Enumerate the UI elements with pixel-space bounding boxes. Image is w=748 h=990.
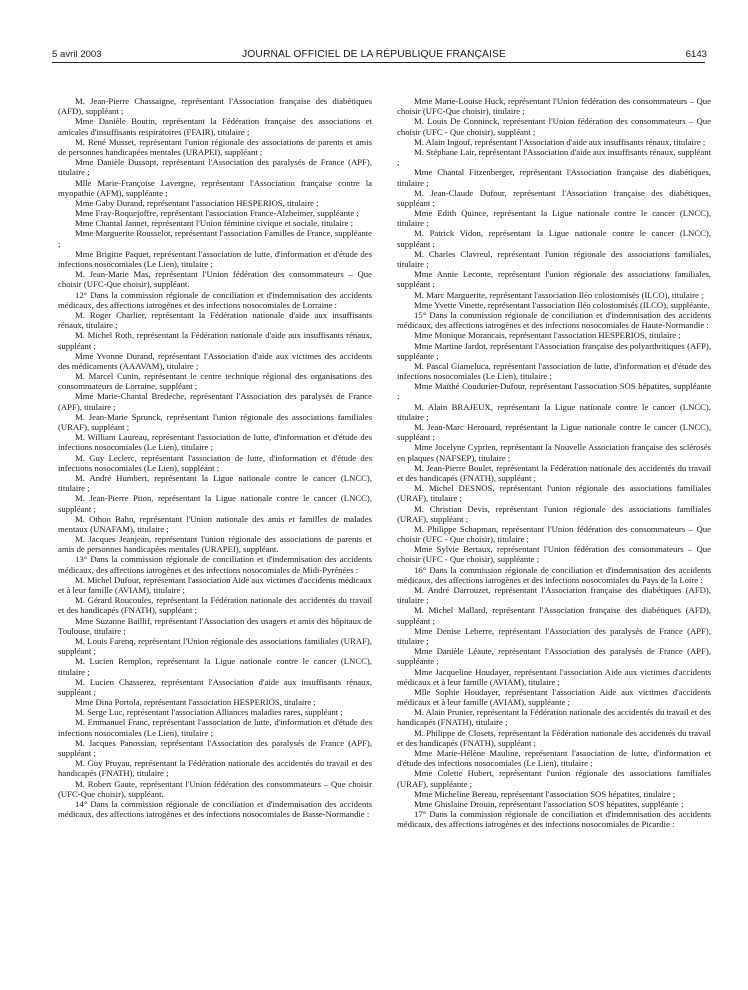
paragraph: Mme Ghislaine Drouin, représentant l'association SOS hépatites, suppléante ; <box>414 798 684 809</box>
paragraph: M. Alain Prunier, représentant la Fédération nationale des accidentés du travail et des handicapés (FNATH), titulaire ; <box>397 707 711 728</box>
left-column <box>58 96 372 972</box>
paragraph: Mme Martine Jardot, représentant l'Association française des polyarthritiques (AFP), suppléante ; <box>397 340 711 361</box>
paragraph: M. André Darrouzet, représentant l'Association française des diabétiques (AFD), titulaire ; <box>397 585 711 606</box>
paragraph: M. Michel Mallard, représentant l'Association française des diabétiques (AFD), suppléant ; <box>397 605 711 626</box>
paragraph: Mme Annie Leconte, représentant l'union régionale des associations familiales, suppléant ; <box>397 269 711 290</box>
paragraph: M. Emmanuel Franc, représentant l'association de lutte, d'information et d'étude des infections nosocomiales (Le Lien), titulaire ; <box>58 717 372 738</box>
paragraph: M. Michel DESNOS, représentant l'union régionale des associations familiales (URAF), titulaire ; <box>397 483 711 504</box>
paragraph: M. Guy Leclerc, représentant l'association de lutte, d'information et d'étude des infections nosocomiales (Le Lien), suppléant ; <box>58 452 372 473</box>
paragraph: M. William Laureau, représentant l'association de lutte, d'information et d'étude des infections nosocomiales (Le Lien), titulaire ; <box>58 432 372 453</box>
paragraph: Mme Brigitte Paquet, représentant l'association de lutte, d'information et d'étude des infections nosocomiales (Le Lien), titulaire ; <box>58 248 372 269</box>
paragraph: Mme Monique Morancais, représentant l'association HESPERIOS, titulaire ; <box>414 330 681 341</box>
paragraph: M. Othon Bahn, représentant l'Union nationale des amis et familles de malades mentaux (UNAFAM), titulaire ; <box>58 513 372 534</box>
paragraph: M. Jean-Pierre Piton, représentant la Ligue nationale contre le cancer (LNCC), suppléant ; <box>58 493 372 514</box>
paragraph: M. Lucien Chasserez, représentant l'Association d'aide aux insuffisants rénaux, suppléant ; <box>58 676 372 697</box>
paragraph: M. Gérard Roucoules, représentant la Fédération nationale des accidentés du travail et des handicapés (FNATH), suppléant ; <box>58 595 372 616</box>
paragraph: Mme Marie-Hélène Mauline, représentant l'association de lutte, d'information et d'étude des infections nosocomiales (Le Lien), titulaire ; <box>397 748 711 769</box>
paragraph: Mme Marie-Chantal Bredeche, représentant l'Association des paralysés de France (APF), titulaire ; <box>58 391 372 412</box>
journal-title: JOURNAL OFFICIEL DE LA RÉPUBLIQUE FRANÇAISE <box>242 49 506 60</box>
paragraph: M. Stéphane Lair, représentant l'Association d'aide aux insuffisants rénaux, suppléant ; <box>397 146 711 168</box>
page-number: 6143 <box>685 49 707 60</box>
paragraph: Mme Chantal Fitzenberger, représentant l'Association française des diabétiques, titulaire ; <box>397 167 711 188</box>
paragraph: 12° Dans la commission régionale de conciliation et d'indemnisation des accidents médicaux, des affections iatrogènes et des infections nosocomiales de Lorraine : <box>58 289 372 310</box>
paragraph: M. Jacques Jeanjean, représentant l'union régionale des associations de parents et amis de personnes handicapées mentales (URAPEI), suppléant. <box>58 534 372 555</box>
paragraph: Mme Danièle Boutin, représentant la Fédération française des associations et amicales d'insuffisants respiratoires (FFAIR), titulaire ; <box>58 116 372 137</box>
paragraph: Mlle Sophie Houdayer, représentant l'association Aide aux victimes d'accidents médicaux et à leur famille (AVIAM), suppléante ; <box>397 686 711 708</box>
paragraph: M. Serge Luc, représentant l'association Alliances maladies rares, suppléant ; <box>75 707 343 718</box>
paragraph: M. René Musset, représentant l'union régionale des associations de parents et amis de personnes handicapées mentales (URAPEI), suppléant ; <box>58 136 372 157</box>
header-rule <box>52 62 705 63</box>
paragraph: M. Alain Ingouf, représentant l'Association d'aide aux insuffisants rénaux, titulaire ; <box>414 136 706 147</box>
paragraph: Mme Jocelyne Cyprien, représentant la Nouvelle Association française des sclérosés en plaques (NAFSEP), titulaire ; <box>397 442 711 463</box>
paragraph: M. Jean-Marie Mas, représentant l'Union fédération des consommateurs – Que choisir (UFC-Que choisir), suppléant. <box>58 269 372 290</box>
paragraph: M. Michel Dufour, représentant l'association Aide aux victimes d'accidents médicaux et à leur famille (AVIAM), titulaire ; <box>58 574 372 595</box>
paragraph: Mme Colette Hubert, représentant l'union régionale des associations familiales (URAF), suppléante ; <box>397 768 711 789</box>
paragraph: M. Jean-Pierre Boulet, représentant la Fédération nationale des accidentés du travail et des handicapés (FNATH), suppléant ; <box>397 462 711 483</box>
paragraph: Mme Sylvie Bertaux, représentant l'Union fédération des consommateurs – Que choisir (UFC - Que choisir), suppléante ; <box>397 544 711 565</box>
paragraph: Mme Edith Quince, représentant la Ligue nationale contre le cancer (LNCC), titulaire ; <box>397 208 711 229</box>
paragraph: Mme Chantal Jannet, représentant l'Union féminine civique et sociale, titulaire ; <box>75 218 354 229</box>
paragraph: Mme Jacqueline Houdayer, représentant l'association Aide aux victimes d'accidents médicaux et à leur famille (AVIAM), titulaire ; <box>397 666 711 687</box>
paragraph: M. Jean-Marc Herouard, représentant la Ligue nationale contre le cancer (LNCC), suppléant ; <box>397 422 711 443</box>
paragraph: M. Pascal Giameluca, représentant l'association de lutte, d'information et d'étude des infections nosocomiales (Le Lien), titulaire ; <box>397 360 711 382</box>
paragraph: M. Charles Clavreul, représentant l'union régionale des associations familiales, titulaire ; <box>397 248 711 269</box>
paragraph: Mme Yvette Vinette, représentant l'association Iléo colostomisés (ILCO), suppléante. <box>414 299 710 310</box>
paragraph: Mme Micheline Bereau, représentant l'association SOS hépatites, titulaire ; <box>414 788 676 799</box>
paragraph: M. Christian Devis, représentant l'union régionale des associations familiales (URAF), suppléant ; <box>397 503 711 524</box>
paragraph: Mme Danièle Dussopt, représentant l'Association des paralysés de France (APF), titulaire ; <box>58 157 372 178</box>
paragraph: Mme Marie-Louise Huck, représentant l'Union fédération des consommateurs – Que choisir (UFC-Que choisir), titulaire ; <box>397 96 711 117</box>
paragraph: M. Marcel Cunin, représentant le centre technique régional des organisations des consommateurs de Lorraine, suppléant ; <box>58 371 372 392</box>
paragraph: M. Louis Farenq, représentant l'Union régionale des associations familiales (URAF), suppléant ; <box>58 635 372 657</box>
paragraph: Mme Suzanne Baillif, représentant l'Association des usagers et amis des hôpitaux de Toulouse, titulaire ; <box>58 615 372 636</box>
paragraph: Mme Fray-Roquejoffre, représentant l'association France-Alzheimer, suppléante ; <box>75 208 359 219</box>
paragraph: M. Jacques Panossian, représentant l'Association des paralysés de France (APF), suppléant ; <box>58 737 372 758</box>
paragraph: Mme Maïthé Coudurier-Dufour, représentant l'association SOS hépatites, suppléante ; <box>397 381 711 402</box>
paragraph: M. Lucien Remplon, représentant la Ligue nationale contre le cancer (LNCC), titulaire ; <box>58 656 372 677</box>
paragraph: Mme Gaby Durand, représentant l'association HESPERIOS, titulaire ; <box>75 197 319 208</box>
paragraph: M. Jean-Marie Sprunck, représentant l'union régionale des associations familiales (URAF), suppléant ; <box>58 411 372 432</box>
paragraph: M. Jean-Claude Dufour, représentant l'Association française des diabétiques, suppléant ; <box>397 187 711 208</box>
paragraph: 14° Dans la commission régionale de conciliation et d'indemnisation des accidents médicaux, des affections iatrogènes et des infections nosocomiales de Basse-Normandie : <box>58 798 372 820</box>
paragraph: M. Roger Charlier, représentant la Fédération nationale d'aide aux insuffisants rénaux, titulaire ; <box>58 309 372 331</box>
paragraph: M. Marc Marguerite, représentant l'association Iléo colostomisés (ILCO), titulaire ; <box>414 289 704 300</box>
paragraph: M. Philippe Schapman, représentant l'Union fédération des consommateurs – Que choisir (UFC - Que choisir), titulaire ; <box>397 523 711 545</box>
paragraph: Mme Yvonne Durand, représentant l'Association d'aide aux victimes des accidents des médicaments (AAAVAM), titulaire ; <box>58 350 372 371</box>
paragraph: M. André Humbert, représentant la Ligue nationale contre le cancer (LNCC), titulaire ; <box>58 472 372 494</box>
paragraph: 13° Dans la commission régionale de conciliation et d'indemnisation des accidents médicaux, des affections iatrogènes et des infections nosocomiales de Midi-Pyrénées : <box>58 554 372 575</box>
paragraph: Mme Dina Portola, représentant l'association HESPERIOS, titulaire ; <box>75 697 316 708</box>
paragraph: 17° Dans la commission régionale de conciliation et d'indemnisation des accidents médicaux, des affections iatrogènes et des infections nosocomiales de Picardie : <box>397 809 711 830</box>
paragraph: M. Louis De Conninck, représentant l'Union fédération des consommateurs – Que choisir (UFC - Que choisir), suppléant ; <box>397 116 711 137</box>
header-date: 5 avril 2003 <box>52 49 102 60</box>
right-column <box>397 96 711 972</box>
paragraph: Mme Denise Leberre, représentant l'Association des paralysés de France (APF), titulaire ; <box>397 625 711 646</box>
paragraph: Mme Marguerite Rousselot, représentant l'association Familles de France, suppléante ; <box>58 228 372 249</box>
paragraph: Mme Danièle Léaute, représentant l'Association des paralysés de France (APF), suppléante ; <box>397 646 711 667</box>
paragraph: M. Alain BRAJEUX, représentant la Ligue nationale contre le cancer (LNCC), titulaire ; <box>397 401 711 422</box>
paragraph: M. Michel Roth, représentant la Fédération nationale d'aide aux insuffisants rénaux, suppléant ; <box>58 330 372 351</box>
paragraph: M. Robert Gaute, représentant l'Union fédération des consommateurs – Que choisir (UFC-Que choisir), suppléant. <box>58 778 372 799</box>
paragraph: M. Jean-Pierre Chassaigne, représentant l'Association française des diabétiques (AFD), suppléant ; <box>58 96 372 117</box>
paragraph: M. Patrick Vidon, représentant la Ligue nationale contre le cancer (LNCC), suppléant ; <box>397 228 711 249</box>
paragraph: 15° Dans la commission régionale de conciliation et d'indemnisation des accidents médicaux, des affections iatrogènes et des infections nosocomiales de Haute-Normandie : <box>397 309 711 331</box>
paragraph: 16° Dans la commission régionale de conciliation et d'indemnisation des accidents médicaux, des affections iatrogènes et des infections nosocomiales du Pays de la Loire : <box>397 564 711 585</box>
paragraph: M. Guy Pruyau, représentant la Fédération nationale des accidentés du travail et des handicapés (FNATH), titulaire ; <box>58 758 372 779</box>
paragraph: Mlle Marie-Françoise Lavergne, représentant l'Association française contre la myopathie (AFM), suppléante ; <box>58 177 372 198</box>
paragraph: M. Philippe de Closets, représentant la Fédération nationale des accidentés du travail et des handicapés (FNATH), suppléant ; <box>397 727 711 748</box>
